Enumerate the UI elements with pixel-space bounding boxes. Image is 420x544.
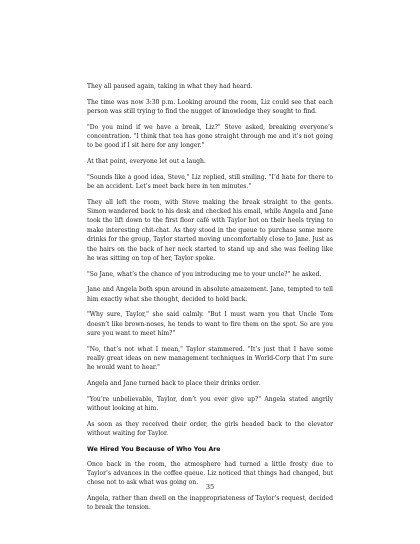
paragraph: "You’re unbelievable, Taylor, don’t you ever give up?" Angela stated angrily without looking at him.: [87, 395, 333, 413]
paragraph: Once back in the room, the atmosphere had turned a little frosty due to Taylor’s advances in the coffee queue. Liz noticed that things had changed, but chose not to ask what was going on.: [87, 460, 333, 487]
paragraph: Angela and Jane turned back to place their drinks order.: [87, 380, 261, 388]
page-number: 35: [205, 483, 215, 491]
paragraph: "Why sure, Taylor," she said calmly. "But I must warn you that Uncle Tom doesn’t like brown-noses, he tends to want to fire them on the spot. So are you sure you want to meet him?": [87, 311, 333, 338]
paragraph: Jane and Angela both spun around in absolute amazement. Jane, tempted to tell him exactly what she thought, decided to hold back.: [87, 286, 333, 303]
paragraph: "Do you mind if we have a break, Liz?" Steve asked, breaking everyone’s concentration. "I think that tea has gone straight through me and it’s not going to be good if I sit here for any longer.": [87, 123, 333, 150]
section-heading: We Hired You Because of Who You Are: [87, 445, 221, 453]
page-body: [87, 82, 333, 519]
paragraph: Angela, rather than dwell on the inappropriateness of Taylor’s request, decided to break the tension.: [87, 495, 333, 512]
paragraph: "Sounds like a good idea, Steve," Liz replied, still smiling. "I’d hate for there to be an accident. Let’s meet back here in ten minutes.": [87, 173, 333, 190]
paragraph: They all left the room, with Steve making the break straight to the gents. Simon wandered back to his desk and checked his email, while Angela and Jane took the lift down to the first floor café with Taylor hot on their heels trying to make interesting chit-chat. As they stood in the queue to purchase some more drinks for the group, Taylor started moving uncomfortably close to Jane. Just as the hairs on the back of her neck started to stand up and she was feeling like he was sitting on top of her, Taylor spoke.: [87, 198, 333, 263]
paragraph: As soon as they received their order, the girls headed back to the elevator without waiting for Taylor.: [87, 420, 333, 438]
paragraph: "No, that’s not what I mean," Taylor stammered. "It’s just that I have some really great ideas on new management techniques in World-Corp that I’m sure he would want to hear.": [87, 345, 333, 372]
paragraph: At that point, everyone let out a laugh.: [87, 158, 206, 165]
paragraph: They all paused again, taking in what they had heard.: [87, 83, 253, 90]
paragraph: The time was now 3:30 p.m. Looking around the room, Liz could see that each person was still trying to find the nugget of knowledge they sought to find.: [87, 98, 333, 115]
paragraph: "So Jane, what’s the chance of you introducing me to your uncle?" he asked.: [87, 270, 322, 278]
